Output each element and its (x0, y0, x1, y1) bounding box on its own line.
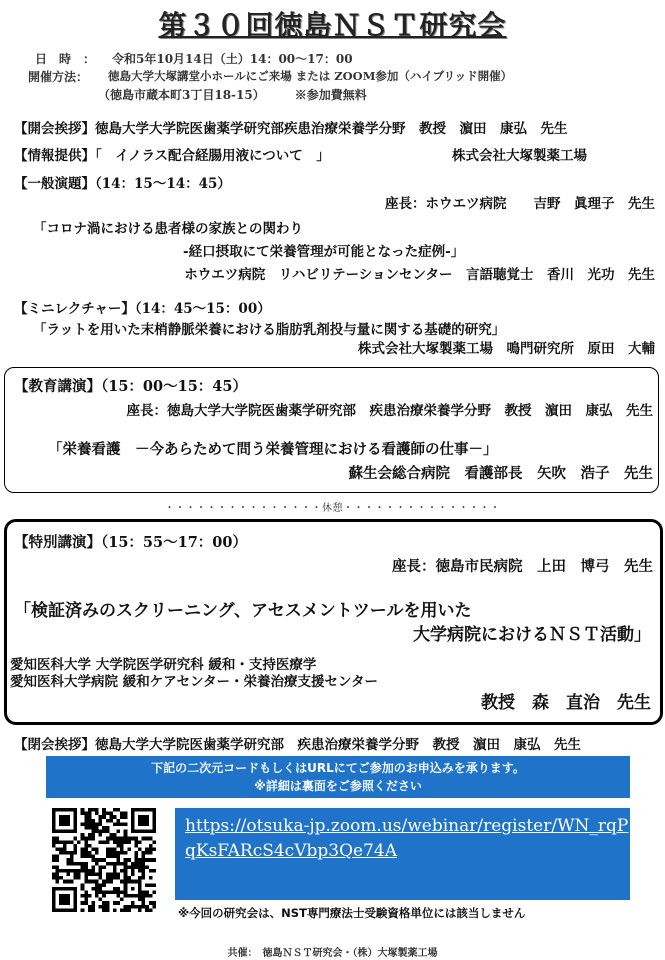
qr-code-icon[interactable] (52, 808, 156, 912)
closing-remarks: 【閉会挨拶】徳島大学大学院医歯薬学研究部 疾患治療栄養学分野 教授 濵田 康弘 先生 (14, 737, 581, 753)
special-title-line1: 「検証済みのスクリーニング、アセスメントツールを用いた (14, 601, 472, 621)
date-label: 日 時 ： (35, 52, 96, 66)
apply-banner (46, 756, 630, 798)
credit-note: ※今回の研究会は、NST専門療法士受験資格単位には該当しません (178, 906, 526, 920)
special-title-line2: 大学病院におけるＮＳＴ活動」 (413, 625, 651, 645)
mini-lecture-heading: 【ミニレクチャー】（14：45～15：00） (14, 301, 271, 317)
info-provision-company: 株式会社大塚製薬工場 (452, 148, 587, 164)
info-provision-title: 【情報提供】「 イノラス配合経腸用液について 」 (14, 148, 330, 164)
date-value: 令和5年10月14日（土）14：00～17：00 (112, 52, 353, 66)
general-chair: 座長：ホウエツ病院 吉野 眞理子 先生 (385, 196, 655, 212)
venue-value: 徳島大学大塚講堂小ホールにご来場 または ZOOM参加（ハイブリッド開催） (108, 69, 513, 83)
registration-url-link[interactable]: https://otsuka-jp.zoom.us/webinar/register/WN_rqPqKsFARcS4cVbp3Qe74A (185, 816, 629, 861)
apply-line1: 下記の二次元コードもしくはURLにてご参加のお申込みを承ります。 (151, 761, 525, 775)
page-title: 第３０回徳島ＮＳＴ研究会 (158, 9, 507, 42)
venue-label: 開催方法： (28, 70, 89, 84)
mini-lecture-title: 「ラットを用いた末梢静脈栄養における脂肪乳剤投与量に関する基礎的研究」 (33, 322, 506, 338)
special-affiliation-2: 愛知医科大学病院 緩和ケアセンター・栄養治療支援センター (10, 674, 378, 690)
special-speaker: 教授 森 直治 先生 (481, 693, 651, 713)
general-speaker: ホウエツ病院 リハビリテーションセンター 言語聴覚士 香川 光功 先生 (184, 267, 655, 283)
break-divider: ・・・・・・・・・・・・・・・休憩・・・・・・・・・・・・・・・ (164, 503, 501, 514)
mini-lecture-speaker: 株式会社大塚製薬工場 鳴門研究所 原田 大輔 (358, 341, 655, 357)
education-title: 「栄養看護 －今あらためて問う栄養管理における看護師の仕事－」 (48, 441, 498, 458)
opening-remarks: 【開会挨拶】徳島大学大学院医歯薬学研究部疾患治療栄養学分野 教授 濵田 康弘 先生 (14, 121, 568, 137)
general-title-line1: 「コロナ渦における患者様の家族との関わり (33, 221, 303, 237)
apply-line2: ※詳細は裏面をご参照ください (254, 779, 422, 793)
venue-address: （徳島市蔵本町3丁目18-15） ※参加費無料 (98, 88, 367, 102)
special-chair: 座長：徳島市民病院 上田 博弓 先生 (392, 558, 653, 575)
special-heading: 【特別講演】（15：55～17：00） (14, 534, 247, 551)
general-heading: 【一般演題】（14：15～14：45） (14, 176, 231, 192)
special-affiliation-1: 愛知医科大学 大学院医学研究科 緩和・支持医療学 (10, 657, 317, 673)
education-chair: 座長：徳島大学大学院医歯薬学研究部 疾患治療栄養学分野 教授 濵田 康弘 先生 (126, 403, 653, 419)
education-heading: 【教育講演】（15：00～15：45） (14, 378, 247, 395)
education-speaker: 蘇生会総合病院 看護部長 矢吹 浩子 先生 (348, 465, 653, 482)
organizer: 共催： 徳島ＮＳＴ研究会・（株）大塚製薬工場 (227, 948, 438, 959)
general-title-line2: -経口摂取にて栄養管理が可能となった症例-」 (183, 244, 465, 260)
